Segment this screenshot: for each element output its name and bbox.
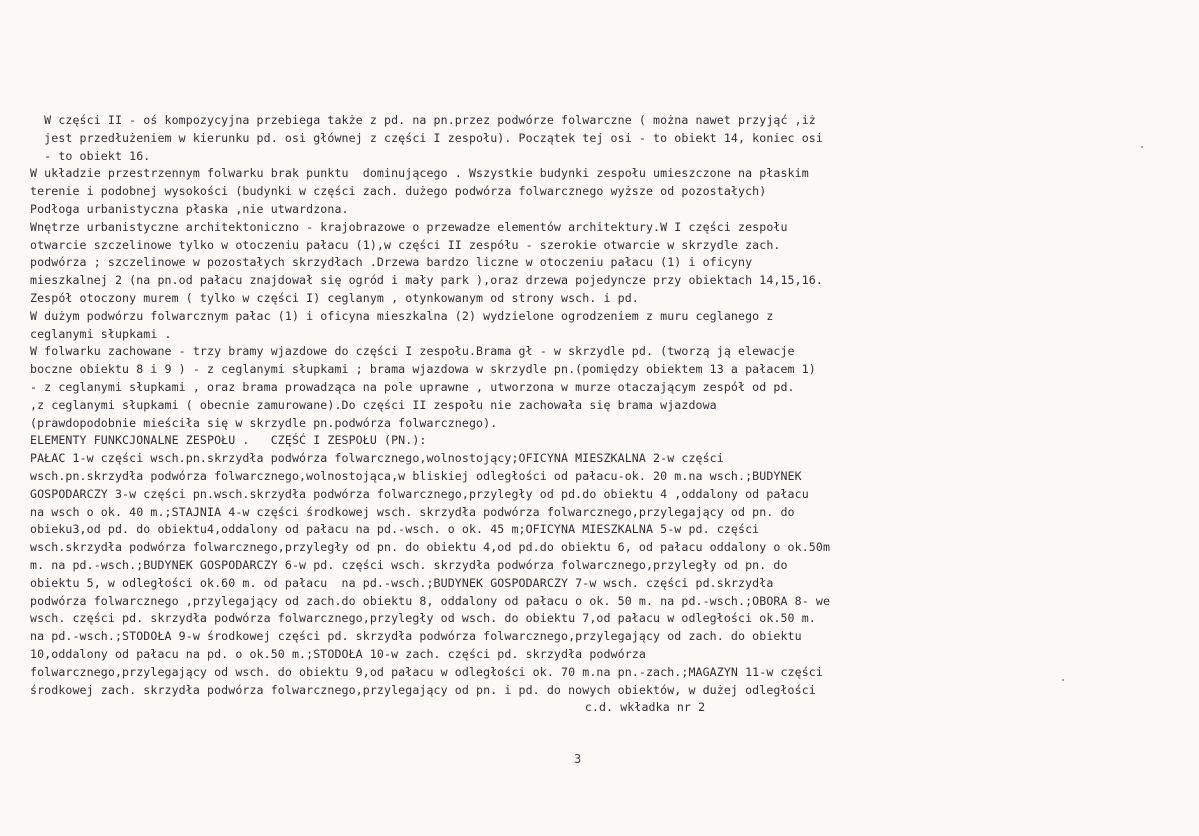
text-line: GOSPODARCZY 3-w części pn.wsch.skrzydła podwórza folwarcznego,przyległy od pd.do obiektu 4 ,oddalony od pałacu (30, 486, 809, 501)
text-line: PAŁAC 1-w części wsch.pn.skrzydła podwórza folwarcznego,wolnostojący;OFICYNA MIESZKALNA 2-w części (30, 451, 724, 466)
text-line: wsch. części pd. skrzydła podwórza folwarcznego,przyległy od wsch. do obiektu 7,od pałacu w odległości ok.50 m. (30, 611, 816, 626)
text-line: - to obiekt 16. (30, 148, 151, 163)
text-line: na wsch o ok. 40 m.;STAJNIA 4-w części środkowej wsch. skrzydła podwórza folwarcznego,przylegający od pn. do (30, 504, 795, 519)
text-line: jest przedłużeniem w kierunku pd. osi głównej z części I zespołu). Początek tej osi - to obiekt 14, koniec osi (30, 130, 823, 145)
text-line: 10,oddalony od pałacu na pd. o ok.50 m.;STODOŁA 10-w zach. części pd. skrzydła podwórza (30, 646, 646, 661)
text-line: - z ceglanymi słupkami , oraz brama prowadząca na pole uprawne , utworzona w murze otaczającym zespół od pd. (30, 379, 795, 394)
text-line: Wnętrze urbanistyczne architektoniczno - krajobrazowe o przewadze elementów architektury.W I części zespołu (30, 219, 788, 234)
text-line: m. na pd.-wsch.;BUDYNEK GOSPODARCZY 6-w pd. części wsch. skrzydła podwórza folwarcznego,przyległy od pn. do (30, 557, 788, 572)
text-line: obieku3,od pd. do obiektu4,oddalony od pałacu na pd.-wsch. o ok. 45 m;OFICYNA MIESZKALNA 5-w pd. części (30, 522, 760, 537)
text-line: ,z ceglanymi słupkami ( obecnie zamurowane).Do części II zespołu nie zachowała się brama wjazdowa (30, 397, 717, 412)
text-line: wsch.skrzydła podwórza folwarcznego,przyległy od pn. do obiektu 4,od pd.do obiektu 6, od pałacu oddalony o ok.50m (30, 540, 831, 555)
page-number: 3 (574, 752, 582, 766)
paper-speck (1141, 146, 1143, 148)
text-line: obiektu 5, w odległości ok.60 m. od pałacu na pd.-wsch.;BUDYNEK GOSPODARCZY 7-w wsch. części pd.skrzydła (30, 575, 774, 590)
text-line: podwórza ; szczelinowe w pozostałych skrzydłach .Drzewa bardzo liczne w otoczeniu pałacu (1) i oficyny (30, 255, 753, 270)
text-line: (prawdopodobnie mieściła się w skrzydle pn.podwórza folwarcznego). (30, 415, 498, 430)
text-line: wsch.pn.skrzydła podwórza folwarcznego,wolnostojąca,w bliskiej odległości od pałacu-ok. 20 m.na wsch.;BUDYNEK (30, 468, 802, 483)
typed-text-block (30, 112, 1190, 717)
text-line: W części II - oś kompozycyjna przebiega także z pd. na pn.przez podwórze folwarczne ( można nawet przyjąć ,iż (30, 113, 816, 127)
text-line: mieszkalnej 2 (na pn.od pałacu znajdował się ogród i mały park ),oraz drzewa pojedyncze przy obiektach 14,15,16. (30, 273, 823, 288)
text-line: terenie i podobnej wysokości (budynki w części zach. dużego podwórza folwarcznego wyższe od pozostałych) (30, 184, 767, 199)
text-line: boczne obiektu 8 i 9 ) - z ceglanymi słupkami ; brama wjazdowa w skrzydle pn.(pomiędzy obiektem 13 a pałacem 1) (30, 362, 816, 377)
text-line: na pd.-wsch.;STODOŁA 9-w środkowej części pd. skrzydła podwórza folwarcznego,przylegający od zach. do obiektu (30, 629, 802, 644)
text-line: W układzie przestrzennym folwarku brak punktu dominującego . Wszystkie budynki zespołu umieszczone na płaskim (30, 166, 809, 181)
text-line: podwórza folwarcznego ,przylegający od zach.do obiektu 8, oddalony od pałacu o ok. 50 m. na pd.-wsch.;OBORA 8- we (30, 593, 831, 608)
text-line: otwarcie szczelinowe tylko w otoczeniu pałacu (1),w części II zespółu - szerokie otwarcie w skrzydle zach. (30, 237, 781, 252)
text-line: W dużym podwórzu folwarcznym pałac (1) i oficyna mieszkalna (2) wydzielone ogrodzeniem z muru ceglanego z (30, 308, 774, 323)
text-line: Podłoga urbanistyczna płaska ,nie utwardzona. (30, 201, 349, 216)
text-line: ceglanymi słupkami . (30, 326, 172, 341)
continuation-note: c.d. wkładka nr 2 (584, 700, 706, 715)
text-line: ELEMENTY FUNKCJONALNE ZESPOŁU . CZĘŚĆ I ZESPOŁU (PN.): (30, 433, 427, 448)
text-line: Zespół otoczony murem ( tylko w części I) ceglanym , otynkowanym od strony wsch. i pd. (30, 290, 639, 305)
text-line: W folwarku zachowane - trzy bramy wjazdowe do części I zespołu.Brama gł - w skrzydle pd. (tworzą ją elewacje (30, 344, 795, 359)
text-line: środkowej zach. skrzydła podwórza folwarcznego,przylegający od pn. i pd. do nowych obiektów, w dużej odległości (30, 682, 816, 697)
paper-speck (1062, 679, 1064, 681)
text-line: folwarcznego,przylegający od wsch. do obiektu 9,od pałacu w odległości ok. 70 m.na pn.-zach.;MAGAZYN 11-w części (30, 664, 823, 679)
